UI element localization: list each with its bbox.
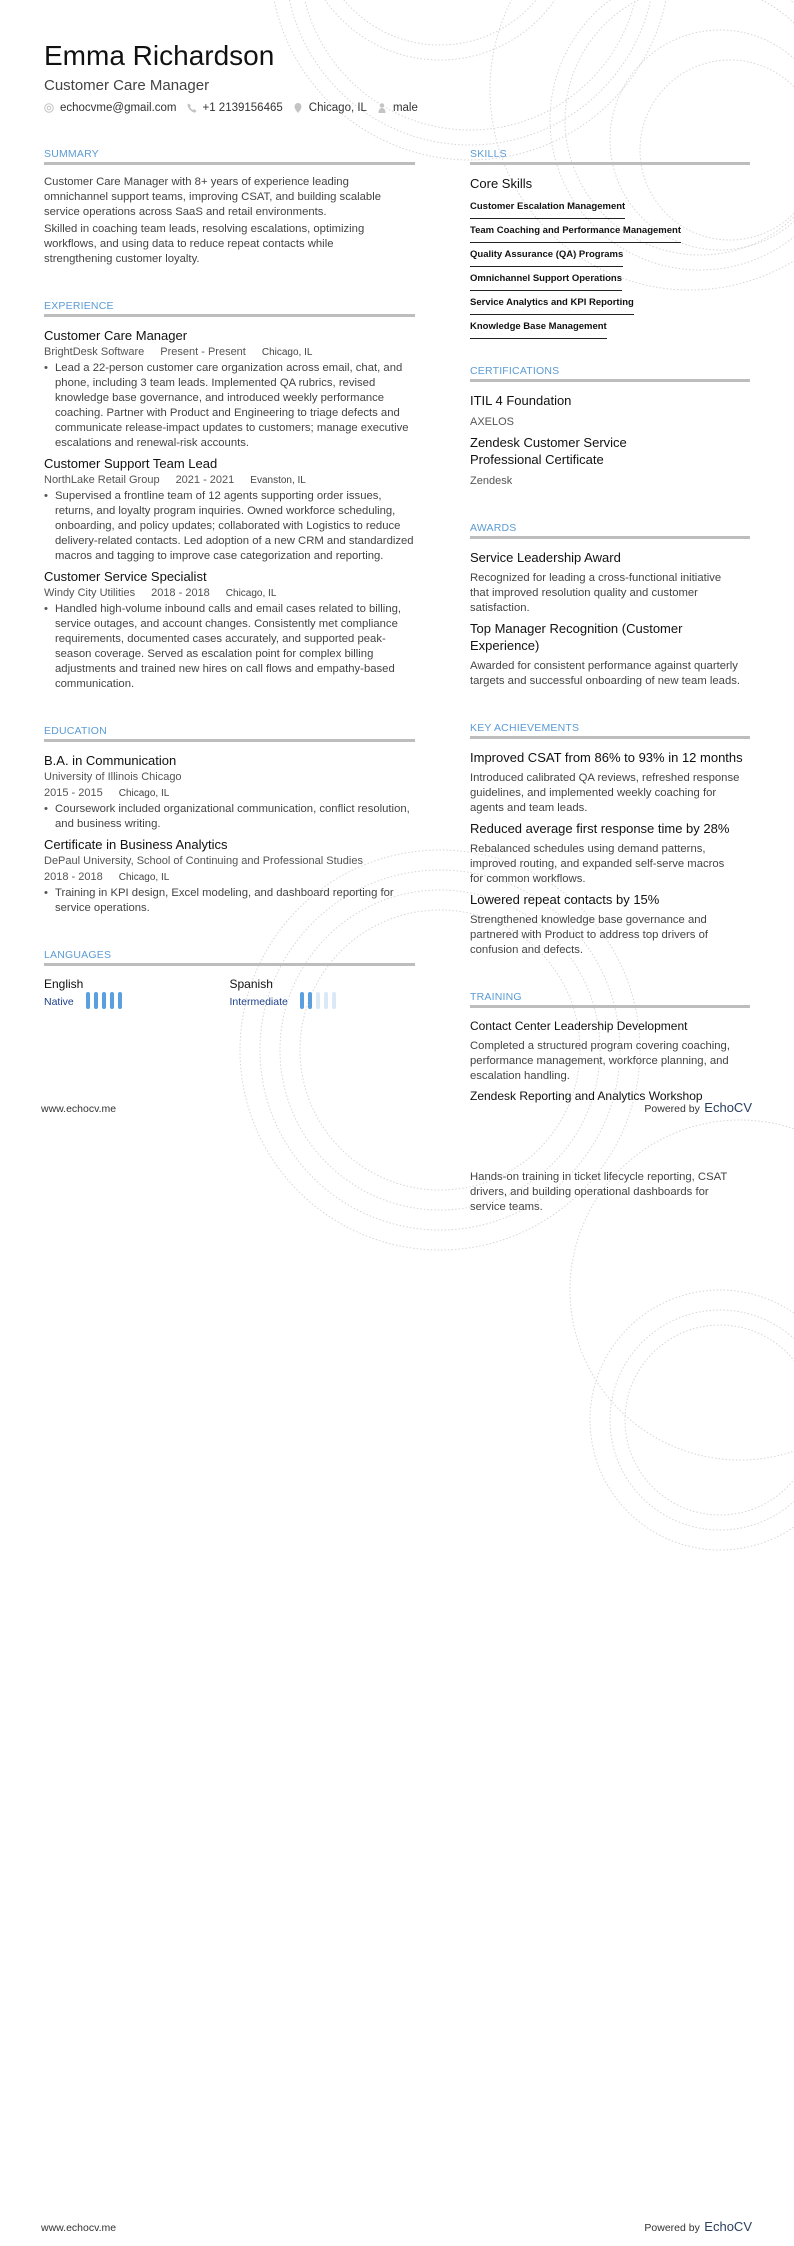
job-bullet: • Lead a 22-person customer care organization across email, chat, and phone, including 3 team leads. Implemented QA rubrics, revised knowledge base governance, and introduced weekly performance coaching. Partner with Product and Engineering to triage defects and communicate release-impact updates to customers; manage executive escalations and renewal-risk accounts. xyxy=(44,361,415,451)
proficiency-bar-filled xyxy=(86,992,90,1009)
achievement-desc: Introduced calibrated QA reviews, refreshed response guidelines, and implemented weekly coaching for agents and team leads. xyxy=(470,772,740,814)
job-bullet: • Handled high-volume inbound calls and email cases related to billing, service outages, and account changes. Consistently met compliance requirements, documented cases accurately, and supported peak-season coverage. Served as escalation point for complex billing adjustments and trained new hires on call flows and empathy-based communication. xyxy=(44,602,415,692)
dates: 2018 - 2018 xyxy=(151,587,210,599)
award-desc: Recognized for leading a cross-functional initiative that improved resolution quality and customer satisfaction. xyxy=(470,572,722,614)
powered-by-label: Powered by xyxy=(644,1103,700,1115)
section-divider xyxy=(470,379,750,382)
edu-bullet: • Training in KPI design, Excel modeling, and dashboard reporting for service operations. xyxy=(44,886,415,916)
language-level: Native xyxy=(44,996,74,1008)
award-title: Top Manager Recognition (Customer Experience) xyxy=(470,621,683,653)
language-level-row xyxy=(230,992,416,1010)
section-divider xyxy=(470,536,750,539)
edu-meta xyxy=(44,785,415,802)
skill-list xyxy=(470,196,750,340)
training-title: Zendesk Reporting and Analytics Workshop xyxy=(470,1089,703,1103)
achievement-desc: Rebalanced schedules using demand patterns, improved routing, and expanded self-serve macros for common workflows. xyxy=(470,843,725,885)
language-item xyxy=(44,976,230,1010)
job-meta xyxy=(44,344,415,361)
location-pin-icon xyxy=(293,103,303,113)
education-heading: EDUCATION xyxy=(44,725,107,737)
language-level-row xyxy=(44,992,230,1010)
summary-paragraph: Customer Care Manager with 8+ years of experience leading omnichannel support teams, improving CSAT, and building scalable service operations across SaaS and retail environments. xyxy=(44,176,381,218)
job-meta xyxy=(44,472,415,489)
phone-text: +1 2139156465 xyxy=(202,102,283,114)
company: BrightDesk Software xyxy=(44,346,145,358)
award-desc: Awarded for consistent performance against quarterly targets and successful onboarding of new team leads. xyxy=(470,660,741,687)
footer-powered-by xyxy=(644,2218,752,2236)
location-text: Chicago, IL xyxy=(308,102,367,114)
skill-item: Quality Assurance (QA) Programs xyxy=(470,249,623,267)
skill-item: Omnichannel Support Operations xyxy=(470,273,622,291)
at-icon xyxy=(44,103,54,113)
training-desc: Completed a structured program covering coaching, performance management, workforce planning, and escalation handling. xyxy=(470,1040,730,1082)
cert-name: Zendesk Customer Service Professional Certificate xyxy=(470,435,627,467)
contact-gender xyxy=(377,102,418,114)
school: University of Illinois Chicago xyxy=(44,771,182,783)
dates: 2018 - 2018 xyxy=(44,871,103,883)
language-name: Spanish xyxy=(229,977,273,991)
job-bullet: • Supervised a frontline team of 12 agents supporting order issues, returns, and loyalty program inquiries. Owned workforce scheduling, onboarding, and policy updates; collaborated with Logistics to reduce delivery-related contacts. Led adoption of a new CRM and standardized macros and tagging to improve case categorization and reporting. xyxy=(44,489,415,564)
contact-email[interactable] xyxy=(44,102,177,114)
candidate-name: Emma Richardson xyxy=(44,40,275,71)
languages-section xyxy=(44,948,415,1010)
contact-info xyxy=(44,102,418,114)
section-divider xyxy=(470,1005,750,1008)
achievements-heading: KEY ACHIEVEMENTS xyxy=(470,722,580,734)
candidate-title: Customer Care Manager xyxy=(44,77,210,94)
job-meta xyxy=(44,585,415,602)
job-title: Customer Service Specialist xyxy=(44,569,207,584)
training-title: Contact Center Leadership Development xyxy=(470,1019,688,1033)
achievement-title: Reduced average first response time by 28% xyxy=(470,821,730,836)
proficiency-bar-filled xyxy=(300,992,304,1009)
footer-powered-by xyxy=(644,1099,752,1117)
language-name: English xyxy=(44,977,84,991)
school: DePaul University, School of Continuing and Professional Studies xyxy=(44,855,363,867)
skills-section xyxy=(470,147,750,340)
proficiency-bar-filled xyxy=(110,992,114,1009)
location: Chicago, IL xyxy=(225,588,277,599)
section-divider xyxy=(44,162,415,165)
training-heading: TRAINING xyxy=(470,991,522,1003)
achievement-desc: Strengthened knowledge base governance and partnered with Product to address top drivers of confusion and defects. xyxy=(470,914,708,956)
summary-paragraph: Skilled in coaching team leads, resolving escalations, optimizing workflows, and using data to reduce repeat contacts while strengthening customer loyalty. xyxy=(44,223,365,265)
experience-section xyxy=(44,299,415,692)
award-title: Service Leadership Award xyxy=(470,550,621,565)
gender-text: male xyxy=(392,102,418,114)
brand-logo[interactable]: EchoCV xyxy=(704,1100,752,1115)
skill-item: Service Analytics and KPI Reporting xyxy=(470,297,634,315)
contact-phone[interactable] xyxy=(187,102,283,114)
skill-item: Team Coaching and Performance Management xyxy=(470,225,681,243)
skill-item: Customer Escalation Management xyxy=(470,201,625,219)
footer-website[interactable]: www.echocv.me xyxy=(41,2222,117,2234)
skills-heading: SKILLS xyxy=(470,148,507,160)
degree: B.A. in Communication xyxy=(44,753,177,768)
proficiency-bars xyxy=(86,992,122,1009)
certifications-section xyxy=(470,364,750,489)
location: Chicago, IL xyxy=(118,872,170,883)
achievement-title: Improved CSAT from 86% to 93% in 12 months xyxy=(470,750,743,765)
training-section xyxy=(470,990,750,1104)
company: Windy City Utilities xyxy=(44,587,136,599)
language-list xyxy=(44,976,415,1010)
section-divider xyxy=(470,162,750,165)
dates: Present - Present xyxy=(160,346,246,358)
brand-logo[interactable]: EchoCV xyxy=(704,2219,752,2234)
proficiency-bar-empty xyxy=(332,992,336,1009)
education-section xyxy=(44,724,415,916)
email-text: echocvme@gmail.com xyxy=(60,102,177,114)
powered-by-label: Powered by xyxy=(644,2222,700,2234)
achievements-section xyxy=(470,721,750,958)
summary-heading: SUMMARY xyxy=(44,148,99,160)
proficiency-bar-empty xyxy=(316,992,320,1009)
company: NorthLake Retail Group xyxy=(44,474,160,486)
job-title: Customer Care Manager xyxy=(44,328,188,343)
proficiency-bar-filled xyxy=(102,992,106,1009)
languages-heading: LANGUAGES xyxy=(44,949,112,961)
summary-section xyxy=(44,147,415,267)
experience-heading: EXPERIENCE xyxy=(44,300,114,312)
phone-icon xyxy=(187,103,197,113)
degree: Certificate in Business Analytics xyxy=(44,837,228,852)
training-desc: Hands-on training in ticket lifecycle reporting, CSAT drivers, and building operational dashboards for service teams. xyxy=(470,1171,728,1213)
person-icon xyxy=(377,103,387,113)
certifications-heading: CERTIFICATIONS xyxy=(470,365,560,377)
dates: 2021 - 2021 xyxy=(175,474,235,486)
skill-item: Knowledge Base Management xyxy=(470,321,607,339)
proficiency-bar-filled xyxy=(308,992,312,1009)
cert-issuer: Zendesk xyxy=(470,475,513,487)
cert-name: ITIL 4 Foundation xyxy=(470,393,572,408)
proficiency-bar-filled xyxy=(94,992,98,1009)
right-column xyxy=(470,147,750,1136)
skills-group: Core Skills xyxy=(470,176,533,191)
location: Chicago, IL xyxy=(261,347,313,358)
section-divider xyxy=(44,739,415,742)
achievement-title: Lowered repeat contacts by 15% xyxy=(470,892,660,907)
location: Chicago, IL xyxy=(118,788,170,799)
proficiency-bar-empty xyxy=(324,992,328,1009)
awards-heading: AWARDS xyxy=(470,522,517,534)
left-column xyxy=(44,147,415,1042)
edu-bullet: • Coursework included organizational communication, conflict resolution, and business writing. xyxy=(44,802,415,832)
proficiency-bars xyxy=(300,992,336,1009)
location: Evanston, IL xyxy=(250,475,306,486)
contact-location xyxy=(293,102,367,114)
section-divider xyxy=(44,963,415,966)
language-level: Intermediate xyxy=(229,996,288,1008)
job-title: Customer Support Team Lead xyxy=(44,456,218,471)
dates: 2015 - 2015 xyxy=(44,787,103,799)
footer-website[interactable]: www.echocv.me xyxy=(41,1103,117,1115)
language-item xyxy=(230,976,416,1010)
proficiency-bar-filled xyxy=(118,992,122,1009)
section-divider xyxy=(44,314,415,317)
section-divider xyxy=(470,736,750,739)
edu-meta xyxy=(44,869,415,886)
cert-issuer: AXELOS xyxy=(470,416,515,428)
awards-section xyxy=(470,521,750,689)
